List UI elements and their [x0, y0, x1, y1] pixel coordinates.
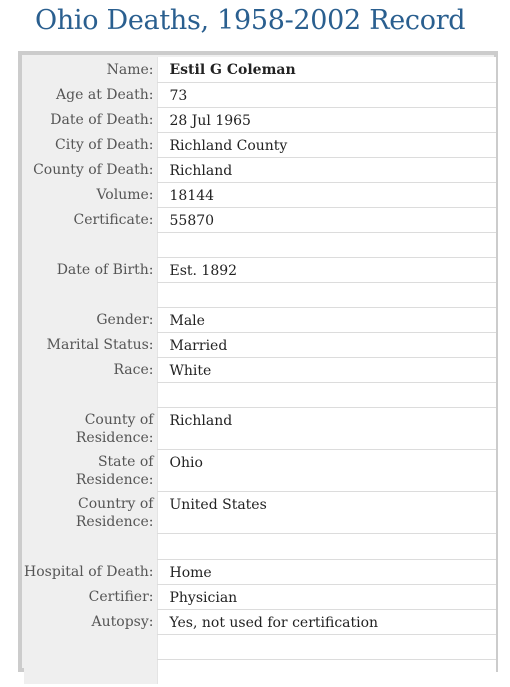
date-of-death-value: 28 Jul 1965	[157, 107, 496, 132]
record-table	[24, 57, 496, 684]
county-of-death-label: County of Death:	[24, 157, 157, 182]
page-title: Ohio Deaths, 1958-2002 Record	[35, 5, 466, 36]
age-at-death-value: 73	[157, 82, 496, 107]
hospital-of-death-label: Hospital of Death:	[24, 559, 157, 584]
city-of-death-value: Richland County	[157, 132, 496, 157]
date-of-birth-label: Date of Birth:	[24, 257, 157, 282]
volume-value: 18144	[157, 182, 496, 207]
state-of-residence-value: Ohio	[157, 449, 496, 491]
autopsy-label: Autopsy:	[24, 609, 157, 634]
row-state-of-residence	[24, 449, 496, 491]
age-at-death-label: Age at Death:	[24, 82, 157, 107]
name-label: Name:	[24, 57, 157, 82]
certificate-label: Certificate:	[24, 207, 157, 232]
row-date-of-birth	[24, 257, 496, 282]
name-value: Estil G Coleman	[157, 57, 496, 82]
spacer-row	[24, 634, 496, 659]
county-of-residence-value: Richland	[157, 407, 496, 449]
gender-value: Male	[157, 307, 496, 332]
county-of-residence-label: County of Residence:	[24, 407, 157, 449]
row-autopsy	[24, 609, 496, 634]
row-marital-status	[24, 332, 496, 357]
certificate-value: 55870	[157, 207, 496, 232]
date-of-death-label: Date of Death:	[24, 107, 157, 132]
county-of-death-value: Richland	[157, 157, 496, 182]
hospital-of-death-value: Home	[157, 559, 496, 584]
certifier-label: Certifier:	[24, 584, 157, 609]
autopsy-value: Yes, not used for certification	[157, 609, 496, 634]
row-gender	[24, 307, 496, 332]
row-certifier	[24, 584, 496, 609]
spacer-row	[24, 382, 496, 407]
state-of-residence-label: State of Residence:	[24, 449, 157, 491]
row-date-of-death	[24, 107, 496, 132]
volume-label: Volume:	[24, 182, 157, 207]
row-city-of-death	[24, 132, 496, 157]
row-race	[24, 357, 496, 382]
gender-label: Gender:	[24, 307, 157, 332]
spacer-row	[24, 282, 496, 307]
record-panel	[18, 51, 498, 672]
row-hospital-of-death	[24, 559, 496, 584]
marital-status-label: Marital Status:	[24, 332, 157, 357]
spacer-row	[24, 659, 496, 684]
city-of-death-label: City of Death:	[24, 132, 157, 157]
row-county-of-death	[24, 157, 496, 182]
race-value: White	[157, 357, 496, 382]
date-of-birth-value: Est. 1892	[157, 257, 496, 282]
row-name	[24, 57, 496, 82]
row-county-of-residence	[24, 407, 496, 449]
country-of-residence-value: United States	[157, 491, 496, 533]
spacer-row	[24, 533, 496, 559]
certifier-value: Physician	[157, 584, 496, 609]
row-volume	[24, 182, 496, 207]
marital-status-value: Married	[157, 332, 496, 357]
spacer-row	[24, 232, 496, 257]
country-of-residence-label: Country of Residence:	[24, 491, 157, 533]
row-age-at-death	[24, 82, 496, 107]
row-certificate	[24, 207, 496, 232]
row-country-of-residence	[24, 491, 496, 533]
race-label: Race:	[24, 357, 157, 382]
